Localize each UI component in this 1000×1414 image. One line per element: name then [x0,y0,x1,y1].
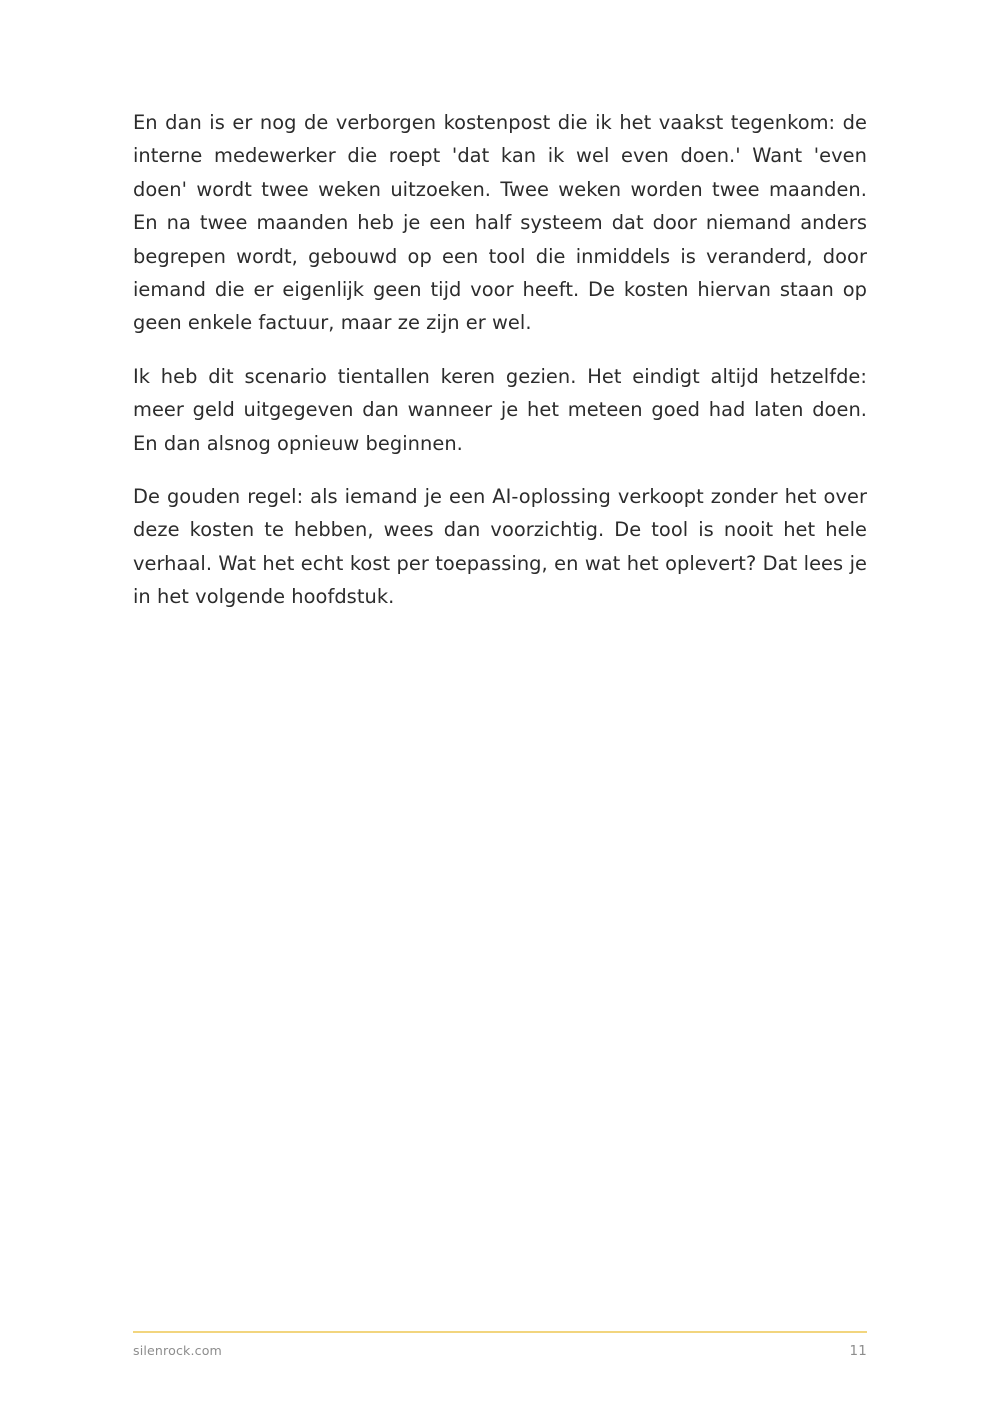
body-paragraph: De gouden regel: als iemand je een AI-oplossing verkoopt zonder het over deze kosten te hebben, wees dan voorzichtig. De tool is nooit het hele verhaal. Wat het echt kost per toepassing, en wat het oplevert? Dat lees je in het volgende hoofdstuk. [133,485,867,609]
footer-divider [133,1331,867,1333]
footer-row [133,1343,867,1359]
footer-domain: silenrock.com [133,1343,222,1358]
page-content [133,106,867,614]
page-footer [133,1331,867,1377]
body-paragraph: En dan is er nog de verborgen kostenpost die ik het vaakst tegenkom: de interne medewerker die roept 'dat kan ik wel even doen.' Want 'even doen' wordt twee weken uitzoeken. Twee weken worden twee maanden. En na twee maanden heb je een half systeem dat door niemand anders begrepen wordt, gebouwd op een tool die inmiddels is veranderd, door iemand die er eigenlijk geen tijd voor heeft. De kosten hiervan staan op geen enkele factuur, maar ze zijn er wel. [133,111,867,335]
body-paragraph: Ik heb dit scenario tientallen keren gezien. Het eindigt altijd hetzelfde: meer geld uitgegeven dan wanneer je het meteen goed had laten doen. En dan alsnog opnieuw beginnen. [133,364,867,455]
footer-page-number: 11 [849,1344,867,1359]
